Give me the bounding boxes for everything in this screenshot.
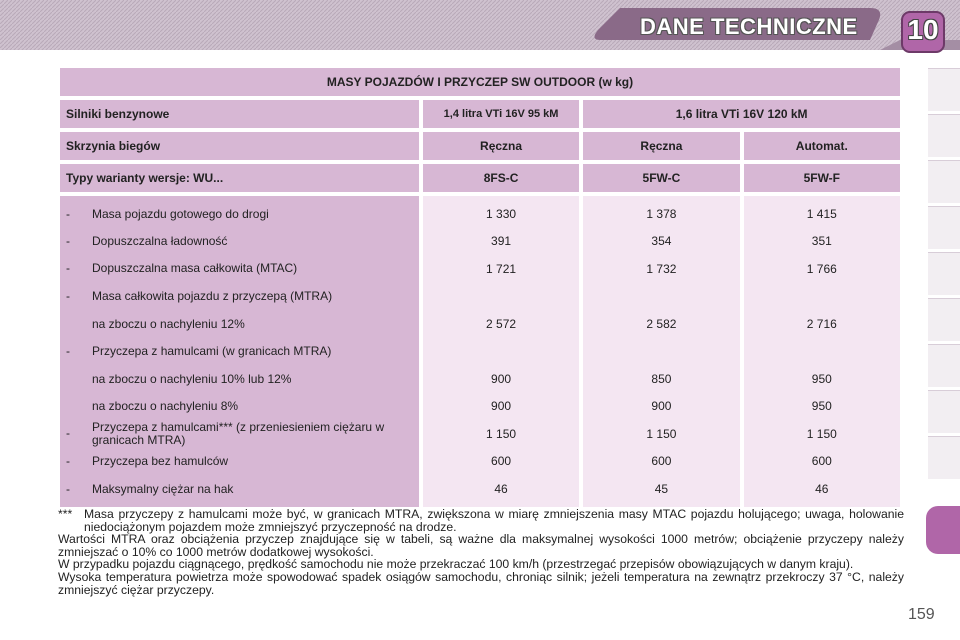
table-cell: 2 572 <box>486 316 517 331</box>
table-cell: 46 <box>494 481 508 496</box>
table-cell: 1 150 <box>486 426 517 441</box>
row-labels <box>60 196 419 507</box>
table-cell: 950 <box>811 371 832 386</box>
vehicle-weights-table <box>56 64 904 511</box>
table-cell: 1 766 <box>806 261 837 276</box>
table-row-label: - Masa pojazdu gotowego do drogi <box>66 206 269 221</box>
gearbox-2: Ręczna <box>640 139 683 153</box>
table-cell: 391 <box>491 234 512 249</box>
table-cell <box>744 283 900 311</box>
table-cell <box>744 338 900 366</box>
side-tabs <box>928 68 960 508</box>
table-cell: 1 330 <box>486 206 517 221</box>
table-cell: 1 150 <box>646 426 677 441</box>
side-tab[interactable] <box>928 114 960 157</box>
side-tab[interactable] <box>928 436 960 479</box>
table-row-label: - Dopuszczalna masa całkowita (MTAC) <box>66 261 298 276</box>
table-caption: MASY POJAZDÓW I PRZYCZEP SW OUTDOOR (w kg) <box>60 68 900 96</box>
side-tab[interactable] <box>928 344 960 387</box>
variant-3: 5FW-F <box>803 171 841 185</box>
variant-2: 5FW-C <box>642 171 681 185</box>
page-number: 159 <box>908 606 935 623</box>
side-tab[interactable] <box>928 206 960 249</box>
note-paragraph: Wysoka temperatura powietrza może spowodować spadek osiągów samochodu, chroniąc silnik; jeżeli temperatura na zewnątrz przekroczy 37 °C, należy zmniejszyć ciężar przyczepy. <box>58 569 904 597</box>
side-tab[interactable] <box>928 252 960 295</box>
footnote <box>58 508 904 533</box>
note-paragraph: W przypadku pojazdu ciągnącego, prędkość samochodu nie może przekraczać 100 km/h (przestrzegać przepisów obowiązujących w danym kraju). <box>58 557 854 572</box>
engines-label: Silniki benzynowe <box>66 107 170 121</box>
gearbox-label: Skrzynia biegów <box>66 139 161 153</box>
table-cell: 900 <box>491 399 512 414</box>
values-col-1 <box>423 196 579 507</box>
page-title: DANE TECHNICZNE <box>640 14 858 39</box>
table-cell: 1 721 <box>486 261 517 276</box>
table-cell: 1 378 <box>646 206 677 221</box>
note-paragraph: Wartości MTRA oraz obciążenia przyczep znajdujące się w tabeli, są ważne dla maksymalnej wysokości 1000 metrów; obciążenie przyczepy należy zmniejszać o 10% co 1000 metrów dodatkowej wysokości. <box>58 532 904 559</box>
side-tab[interactable] <box>928 298 960 341</box>
table-cell: 2 716 <box>806 316 837 331</box>
table-cell: 45 <box>654 481 669 496</box>
table-cell <box>583 283 739 311</box>
table-row-label: na zboczu o nachyleniu 10% lub 12% <box>92 371 292 386</box>
gearbox-3: Automat. <box>795 139 848 153</box>
table-cell: 900 <box>491 371 512 386</box>
chapter-number: 10 <box>907 14 939 45</box>
side-tab-active[interactable] <box>926 506 960 554</box>
footnote-mark: *** <box>58 507 73 521</box>
engine-1: 1,4 litra VTi 16V 95 kM <box>443 108 559 120</box>
table-cell: 1 150 <box>806 426 837 441</box>
table-cell: 900 <box>651 399 672 414</box>
table-row-label: - Przyczepa z hamulcami*** (z przeniesieniem ciężaru w granicach MTRA) <box>66 419 385 447</box>
table-cell <box>423 338 579 366</box>
table-row-label: - Dopuszczalna ładowność <box>66 234 228 249</box>
side-tab[interactable] <box>928 160 960 203</box>
table-cell <box>423 283 579 311</box>
table-cell <box>583 338 739 366</box>
variant-1: 8FS-C <box>483 171 519 185</box>
table-cell: 1 732 <box>646 261 677 276</box>
values-col-3 <box>744 196 900 507</box>
table-row-label: - Maksymalny ciężar na hak <box>66 481 234 496</box>
table-row-label: - Masa całkowita pojazdu z przyczepą (MTRA) <box>66 289 333 304</box>
table-cell: 950 <box>811 399 832 414</box>
engine-2: 1,6 litra VTi 16V 120 kM <box>675 107 808 121</box>
values-col-2 <box>583 196 739 507</box>
table-cell: 46 <box>815 481 829 496</box>
table-cell: 600 <box>491 454 512 469</box>
table-cell: 1 415 <box>806 206 837 221</box>
table-cell: 600 <box>811 454 832 469</box>
table-row-label: - Przyczepa z hamulcami (w granicach MTRA) <box>66 344 332 359</box>
table-cell: 850 <box>651 371 672 386</box>
notes <box>58 508 904 596</box>
table-cell: 354 <box>651 234 672 249</box>
table-cell: 351 <box>811 234 832 249</box>
side-tab[interactable] <box>928 390 960 433</box>
variants-label: Typy warianty wersje: WU... <box>66 171 224 185</box>
side-tab[interactable] <box>928 68 960 111</box>
table-row-label: na zboczu o nachyleniu 8% <box>92 399 239 414</box>
table-row-label: - Przyczepa bez hamulców <box>66 454 229 469</box>
table-cell: 2 582 <box>646 316 677 331</box>
table-row-label: na zboczu o nachyleniu 12% <box>92 316 245 331</box>
footnote-text: Masa przyczepy z hamulcami może być, w granicach MTRA, zwiększona w miarę zmniejszenia masy MTAC pojazdu holującego; uwaga, holowanie niedociążonym pojazdem może zmniejszyć przyczepność na drodze. <box>84 507 904 534</box>
gearbox-1: Ręczna <box>480 139 523 153</box>
table-cell: 600 <box>651 454 672 469</box>
